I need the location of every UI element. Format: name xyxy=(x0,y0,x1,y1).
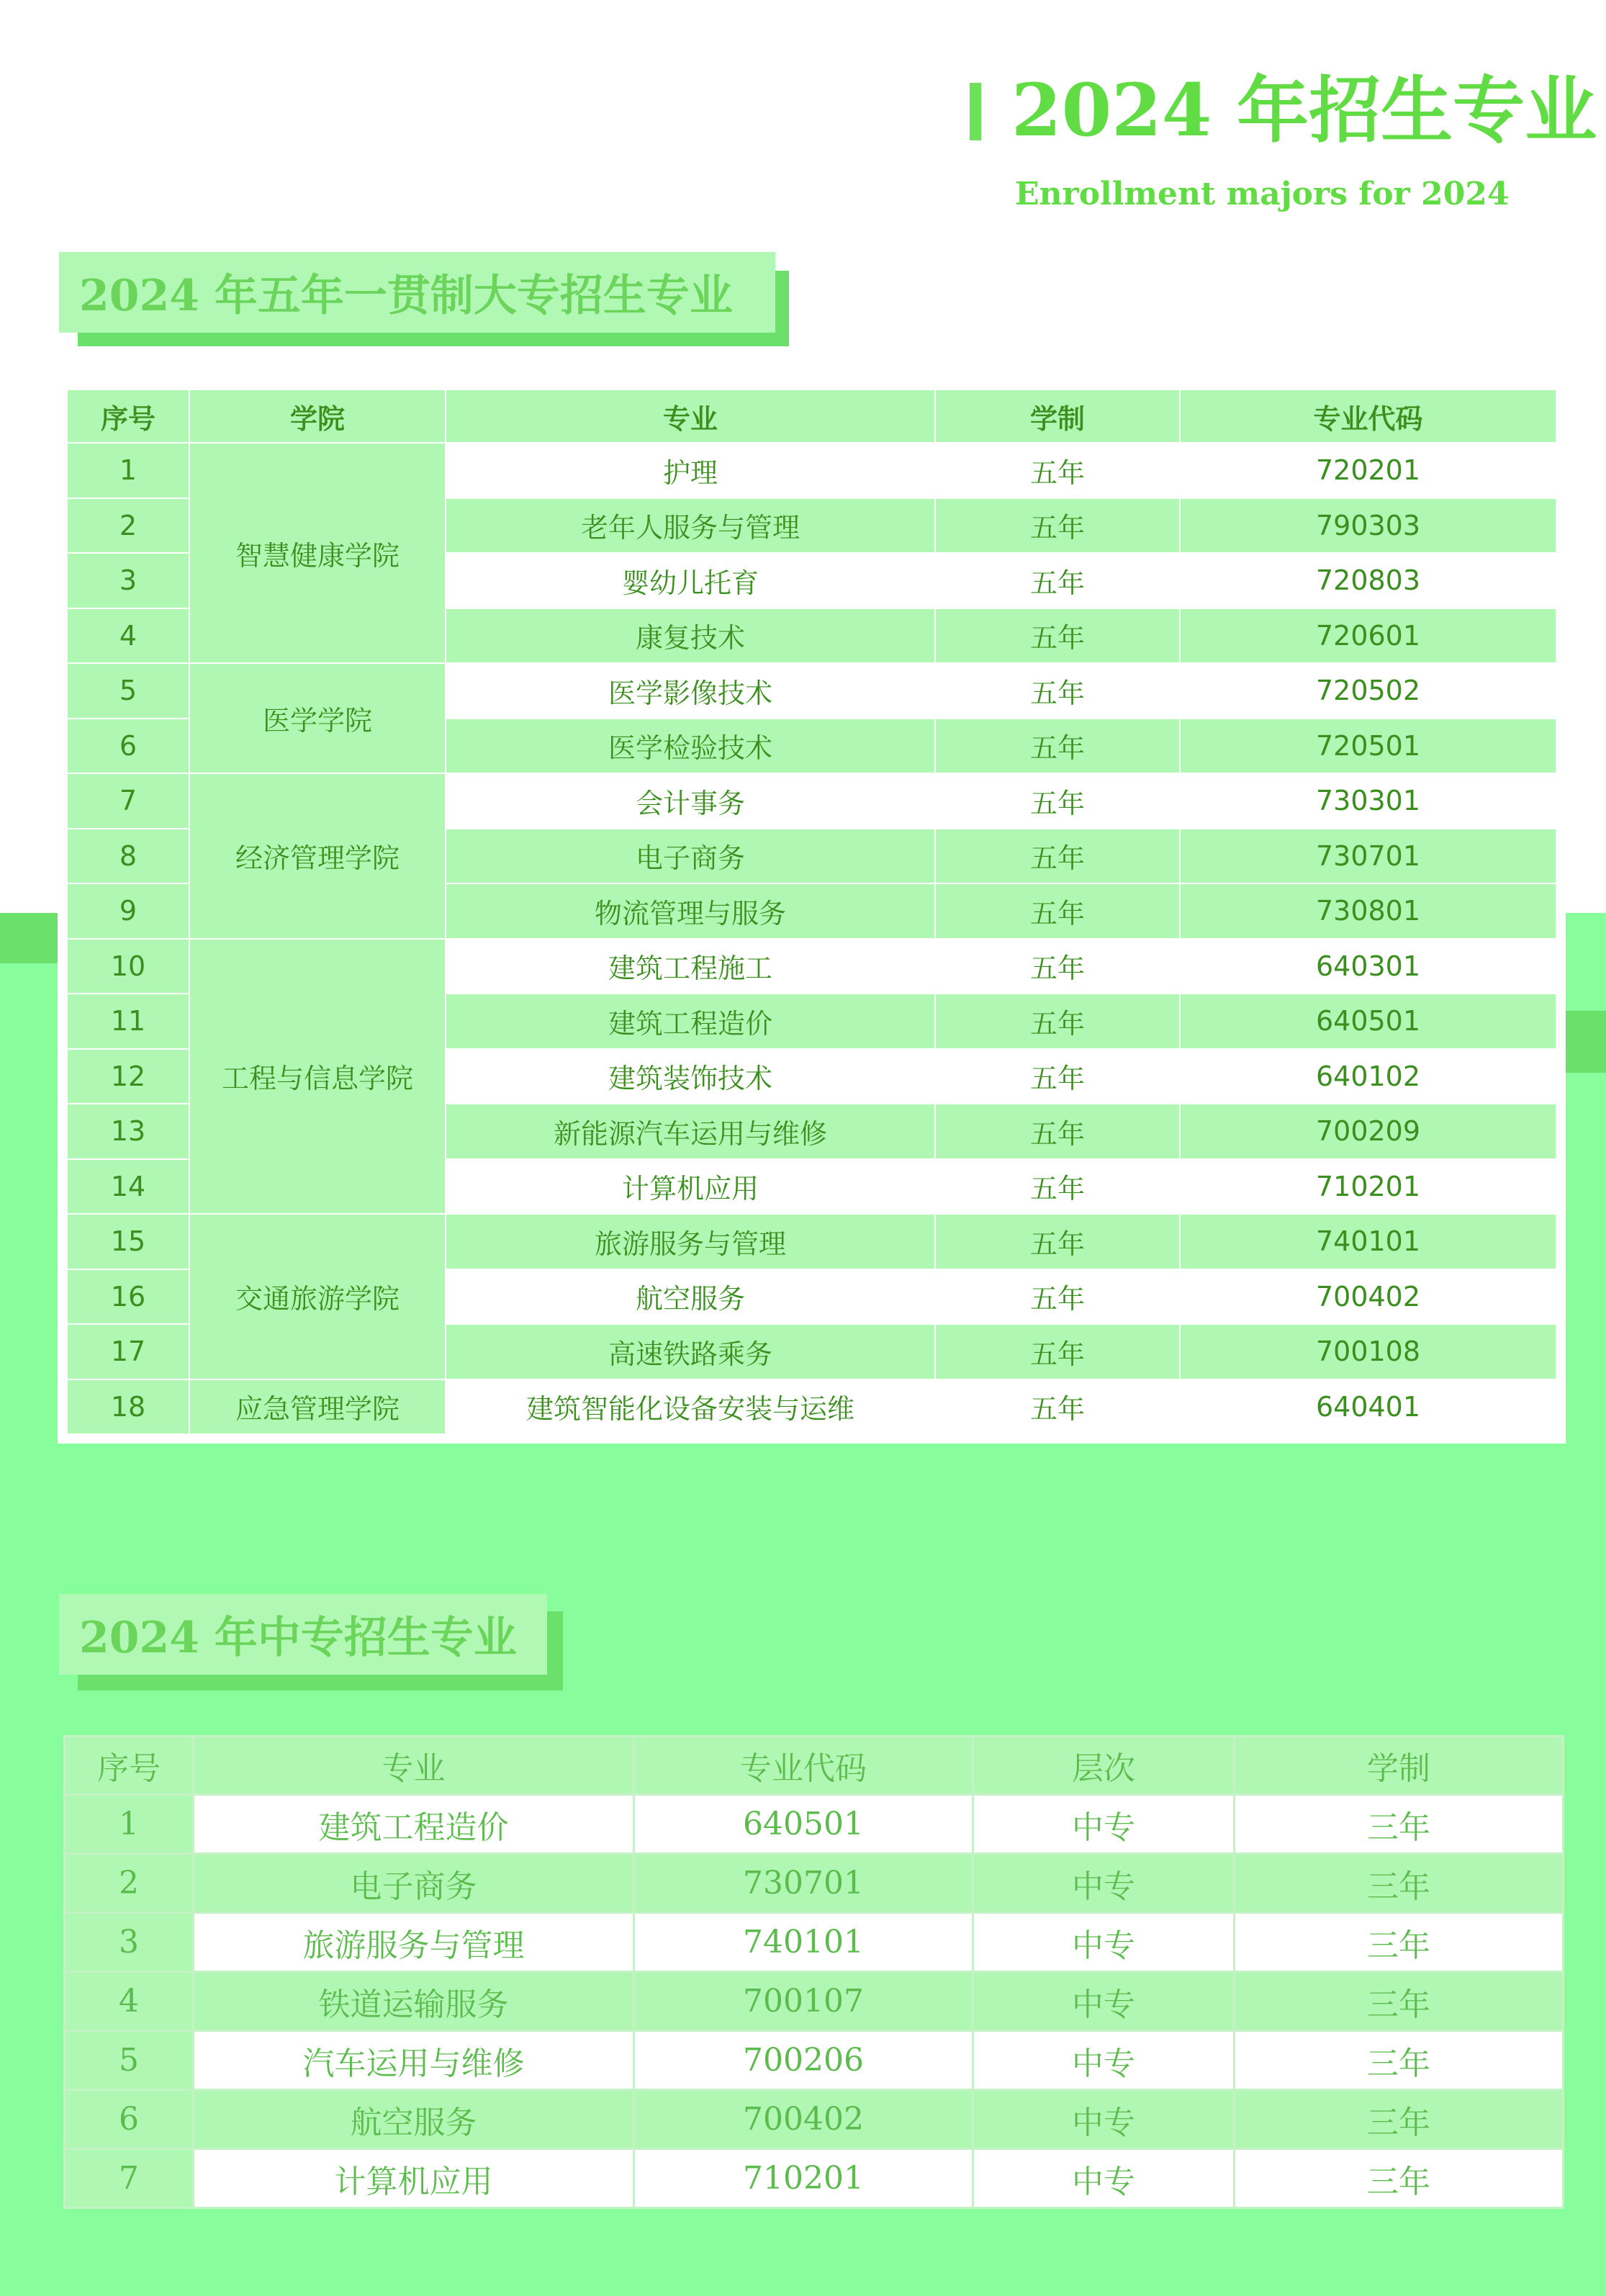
row-index: 17 xyxy=(67,1324,189,1379)
code-cell: 740101 xyxy=(1180,1214,1556,1269)
five-year-majors-table xyxy=(66,389,1557,1435)
major-cell: 旅游服务与管理 xyxy=(446,1214,935,1269)
code-cell: 730801 xyxy=(1180,883,1556,939)
row-index: 6 xyxy=(65,2090,194,2149)
system-cell: 五年 xyxy=(935,443,1180,498)
row-index: 1 xyxy=(65,1795,194,1854)
college-cell: 医学学院 xyxy=(189,663,446,773)
row-index: 4 xyxy=(65,1972,194,2031)
level-cell: 中专 xyxy=(973,1913,1235,1972)
system-cell: 五年 xyxy=(935,829,1180,884)
row-index: 8 xyxy=(67,829,189,884)
code-cell: 730701 xyxy=(1180,829,1556,884)
major-cell: 老年人服务与管理 xyxy=(446,498,935,554)
system-cell: 三年 xyxy=(1235,1795,1564,1854)
system-cell: 五年 xyxy=(935,1324,1180,1379)
section2-heading: 2024 年中专招生专业 xyxy=(59,1594,547,1675)
major-cell: 电子商务 xyxy=(194,1854,634,1913)
system-cell: 五年 xyxy=(935,1269,1180,1325)
major-cell: 旅游服务与管理 xyxy=(194,1913,634,1972)
table-row xyxy=(67,663,1556,719)
major-cell: 建筑工程造价 xyxy=(194,1795,634,1854)
system-cell: 五年 xyxy=(935,1104,1180,1159)
row-index: 6 xyxy=(67,719,189,774)
level-cell: 中专 xyxy=(973,2031,1235,2090)
code-cell: 710201 xyxy=(1180,1159,1556,1215)
column-header-index: 序号 xyxy=(65,1737,194,1795)
row-index: 4 xyxy=(67,608,189,664)
table-row xyxy=(65,2149,1564,2208)
major-cell: 航空服务 xyxy=(446,1269,935,1325)
major-cell: 婴幼儿托育 xyxy=(446,553,935,608)
column-header-index: 序号 xyxy=(67,390,189,443)
row-index: 9 xyxy=(67,883,189,939)
column-header-major: 专业 xyxy=(194,1737,634,1795)
row-index: 15 xyxy=(67,1214,189,1269)
row-index: 5 xyxy=(67,663,189,719)
table-row xyxy=(65,1795,1564,1854)
table-row xyxy=(67,939,1556,994)
row-index: 10 xyxy=(67,939,189,994)
level-cell: 中专 xyxy=(973,2090,1235,2149)
major-cell: 高速铁路乘务 xyxy=(446,1324,935,1379)
title-accent-bar xyxy=(970,83,981,140)
code-cell: 640401 xyxy=(1180,1379,1556,1435)
system-cell: 三年 xyxy=(1235,2149,1564,2208)
system-cell: 三年 xyxy=(1235,1972,1564,2031)
table-row xyxy=(67,1379,1556,1435)
table-row xyxy=(65,1854,1564,1913)
column-header-code: 专业代码 xyxy=(634,1737,973,1795)
system-cell: 五年 xyxy=(935,1214,1180,1269)
table-row xyxy=(65,2031,1564,2090)
code-cell: 730301 xyxy=(1180,773,1556,829)
college-cell: 经济管理学院 xyxy=(189,773,446,939)
secondary-majors-table xyxy=(63,1735,1564,2209)
column-header-college: 学院 xyxy=(189,390,446,443)
column-header-code: 专业代码 xyxy=(1180,390,1556,443)
code-cell: 700402 xyxy=(1180,1269,1556,1325)
table-row xyxy=(65,1913,1564,1972)
major-cell: 新能源汽车运用与维修 xyxy=(446,1104,935,1159)
system-cell: 五年 xyxy=(935,994,1180,1049)
major-cell: 建筑装饰技术 xyxy=(446,1049,935,1104)
row-index: 2 xyxy=(65,1854,194,1913)
code-cell: 720601 xyxy=(1180,608,1556,664)
column-header-system: 学制 xyxy=(935,390,1180,443)
page-subtitle: Enrollment majors for 2024 xyxy=(1015,176,1510,212)
code-cell: 640501 xyxy=(634,1795,973,1854)
right-ribbon-decoration xyxy=(1564,1011,1606,1073)
row-index: 1 xyxy=(67,443,189,498)
major-cell: 物流管理与服务 xyxy=(446,883,935,939)
column-header-system: 学制 xyxy=(1235,1737,1564,1795)
row-index: 7 xyxy=(65,2149,194,2208)
table-row xyxy=(67,1214,1556,1269)
code-cell: 700108 xyxy=(1180,1324,1556,1379)
college-cell: 应急管理学院 xyxy=(189,1379,446,1435)
major-cell: 汽车运用与维修 xyxy=(194,2031,634,2090)
level-cell: 中专 xyxy=(973,2149,1235,2208)
section1-heading: 2024 年五年一贯制大专招生专业 xyxy=(59,252,775,333)
system-cell: 五年 xyxy=(935,1049,1180,1104)
system-cell: 五年 xyxy=(935,719,1180,774)
code-cell: 720501 xyxy=(1180,719,1556,774)
table-header-row xyxy=(67,390,1556,443)
code-cell: 640501 xyxy=(1180,994,1556,1049)
system-cell: 五年 xyxy=(935,1159,1180,1215)
system-cell: 五年 xyxy=(935,498,1180,554)
code-cell: 640102 xyxy=(1180,1049,1556,1104)
system-cell: 五年 xyxy=(935,773,1180,829)
college-cell: 交通旅游学院 xyxy=(189,1214,446,1379)
system-cell: 三年 xyxy=(1235,1913,1564,1972)
system-cell: 五年 xyxy=(935,883,1180,939)
major-cell: 康复技术 xyxy=(446,608,935,664)
row-index: 14 xyxy=(67,1159,189,1215)
system-cell: 五年 xyxy=(935,663,1180,719)
college-cell: 工程与信息学院 xyxy=(189,939,446,1215)
row-index: 12 xyxy=(67,1049,189,1104)
code-cell: 730701 xyxy=(634,1854,973,1913)
column-header-major: 专业 xyxy=(446,390,935,443)
code-cell: 790303 xyxy=(1180,498,1556,554)
major-cell: 计算机应用 xyxy=(194,2149,634,2208)
system-cell: 五年 xyxy=(935,939,1180,994)
major-cell: 建筑工程施工 xyxy=(446,939,935,994)
college-cell: 智慧健康学院 xyxy=(189,443,446,663)
major-cell: 医学检验技术 xyxy=(446,719,935,774)
column-header-level: 层次 xyxy=(973,1737,1235,1795)
table-row xyxy=(65,1972,1564,2031)
code-cell: 720502 xyxy=(1180,663,1556,719)
system-cell: 三年 xyxy=(1235,2031,1564,2090)
row-index: 3 xyxy=(67,553,189,608)
major-cell: 护理 xyxy=(446,443,935,498)
code-cell: 700402 xyxy=(634,2090,973,2149)
level-cell: 中专 xyxy=(973,1795,1235,1854)
major-cell: 计算机应用 xyxy=(446,1159,935,1215)
page-title: 2024 年招生专业 xyxy=(1011,68,1597,153)
code-cell: 720803 xyxy=(1180,553,1556,608)
code-cell: 700209 xyxy=(1180,1104,1556,1159)
table-row xyxy=(67,773,1556,829)
level-cell: 中专 xyxy=(973,1854,1235,1913)
code-cell: 710201 xyxy=(634,2149,973,2208)
row-index: 2 xyxy=(67,498,189,554)
level-cell: 中专 xyxy=(973,1972,1235,2031)
system-cell: 三年 xyxy=(1235,1854,1564,1913)
row-index: 11 xyxy=(67,994,189,1049)
row-index: 5 xyxy=(65,2031,194,2090)
major-cell: 建筑工程造价 xyxy=(446,994,935,1049)
code-cell: 720201 xyxy=(1180,443,1556,498)
code-cell: 700107 xyxy=(634,1972,973,2031)
major-cell: 会计事务 xyxy=(446,773,935,829)
row-index: 7 xyxy=(67,773,189,829)
code-cell: 640301 xyxy=(1180,939,1556,994)
row-index: 3 xyxy=(65,1913,194,1972)
major-cell: 航空服务 xyxy=(194,2090,634,2149)
system-cell: 五年 xyxy=(935,608,1180,664)
system-cell: 五年 xyxy=(935,553,1180,608)
table-header-row xyxy=(65,1737,1564,1795)
left-ribbon-decoration xyxy=(0,913,59,963)
major-cell: 建筑智能化设备安装与运维 xyxy=(446,1379,935,1435)
major-cell: 电子商务 xyxy=(446,829,935,884)
code-cell: 700206 xyxy=(634,2031,973,2090)
system-cell: 五年 xyxy=(935,1379,1180,1435)
major-cell: 医学影像技术 xyxy=(446,663,935,719)
system-cell: 三年 xyxy=(1235,2090,1564,2149)
code-cell: 740101 xyxy=(634,1913,973,1972)
row-index: 13 xyxy=(67,1104,189,1159)
major-cell: 铁道运输服务 xyxy=(194,1972,634,2031)
table-row xyxy=(65,2090,1564,2149)
row-index: 18 xyxy=(67,1379,189,1435)
row-index: 16 xyxy=(67,1269,189,1325)
table-row xyxy=(67,443,1556,498)
